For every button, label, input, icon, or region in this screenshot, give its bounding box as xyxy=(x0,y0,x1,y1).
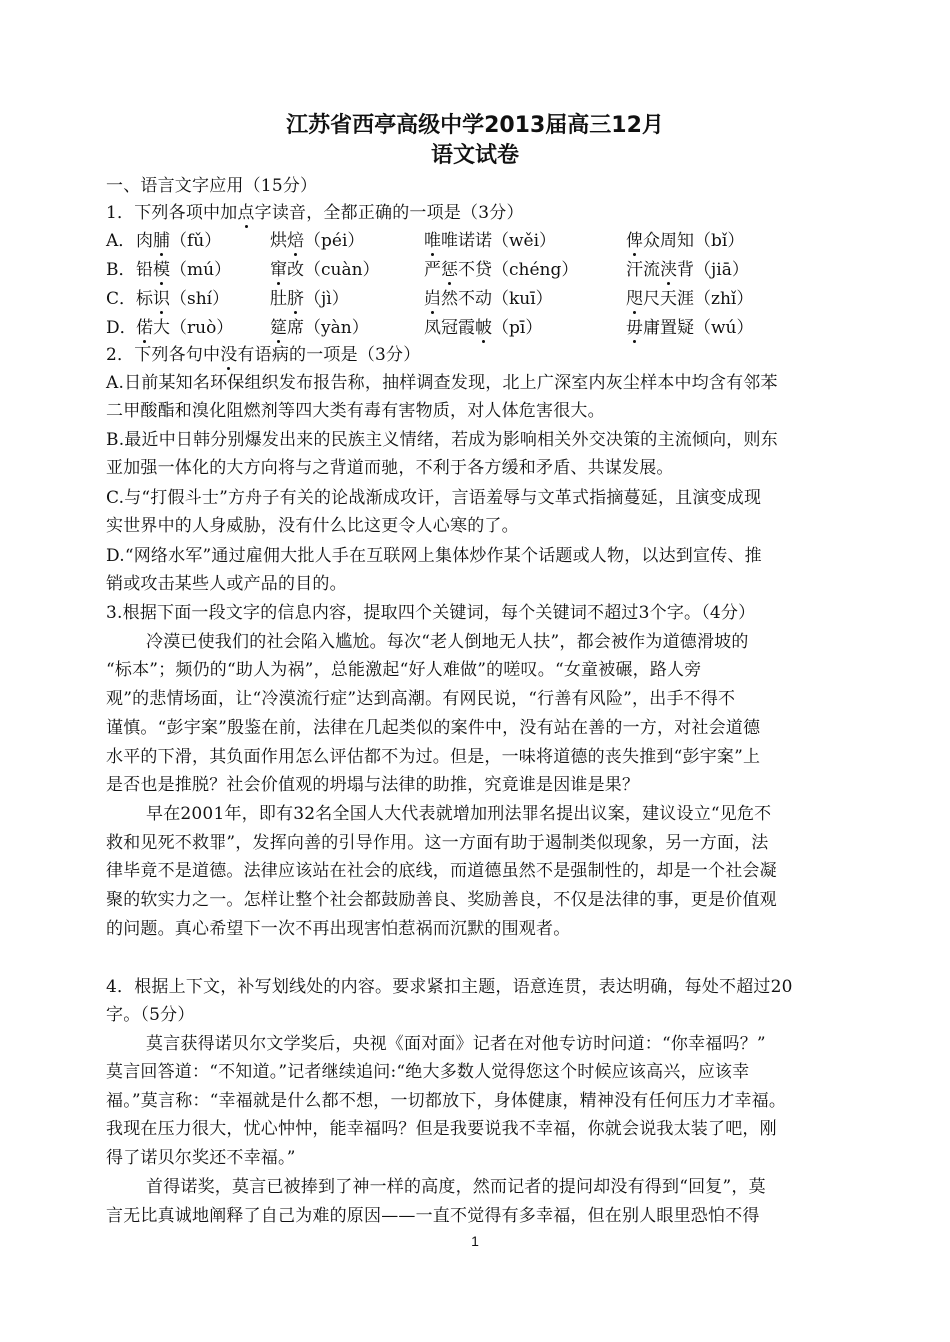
option-letter: B． xyxy=(106,260,136,280)
q3-passage-line: 聚的软实力之一。怎样让整个社会都鼓励善良、奖励善良，不仅是法律的事，更是价值观 xyxy=(106,890,777,910)
option-item: 凤冠霞帔（pī） xyxy=(424,318,543,338)
section-heading: 一、语言文字应用（15分） xyxy=(106,176,318,196)
q2-text-line: 销或攻击某些人或产品的目的。 xyxy=(106,574,347,594)
option-item: 汗流浃背（jiā） xyxy=(626,260,749,280)
option-item: 偌大（ruò） xyxy=(136,318,234,338)
q1-stem: 1．下列各项中加点字读音，全都正确的一项是（3分） xyxy=(106,203,524,223)
option-letter: A． xyxy=(106,231,136,251)
q2-text-line: D.“网络水军”通过雇佣大批人手在互联网上集体炒作某个话题或人物，以达到宣传、推 xyxy=(106,546,762,566)
q4-stem: 4．根据上下文，补写划线处的内容。要求紧扣主题，语意连贯，表达明确，每处不超过20 xyxy=(106,977,793,997)
option-item: 肉脯（fǔ） xyxy=(136,231,222,251)
q3-passage-line: 早在2001年，即有32名全国人大代表就增加刑法罪名提出议案，建议设立“见危不 xyxy=(146,804,772,824)
option-item: 窜改（cuàn） xyxy=(270,260,380,280)
q4-passage-line: 福。”莫言称：“幸福就是什么都不想，一切都放下，身体健康，精神没有任何压力才幸福。 xyxy=(106,1091,787,1111)
option-item: 毋庸置疑（wú） xyxy=(626,318,754,338)
q4-passage-line: 莫言回答道：“不知道。”记者继续追问:“绝大多数人觉得您这个时候应该高兴，应该幸 xyxy=(106,1062,750,1082)
exam-title: 江苏省西亭高级中学2013届高三12月 xyxy=(286,113,664,138)
q2-text-line: A.日前某知名环保组织发布报告称，抽样调查发现，北上广深室内灰尘样本中均含有邻苯 xyxy=(106,373,778,393)
option-item: 肚脐（jì） xyxy=(270,289,349,309)
q3-stem: 3.根据下面一段文字的信息内容，提取四个关键词，每个关键词不超过3个字。（4分） xyxy=(106,603,756,623)
q3-passage-line: 观”的悲情场面，让“冷漠流行症”达到高潮。有网民说，“行善有风险”，出手不得不 xyxy=(106,689,736,709)
q2-text-line: 亚加强一体化的大方向将与之背道而驰，不利于各方缓和矛盾、共谋发展。 xyxy=(106,458,674,478)
option-item: 唯唯诺诺（wěi） xyxy=(424,231,557,251)
q4-passage-line: 莫言获得诺贝尔文学奖后，央视《面对面》记者在对他专访时问道：“你幸福吗？” xyxy=(146,1034,766,1054)
option-item: 岿然不动（kuī） xyxy=(424,289,553,309)
q4-passage-line: 我现在压力很大，忧心忡忡，能幸福吗？但是我要说我不幸福，你就会说我太装了吧，刚 xyxy=(106,1119,777,1139)
option-item: 俾众周知（bǐ） xyxy=(626,231,745,251)
exam-subtitle: 语文试卷 xyxy=(430,143,519,168)
q4-passage-line: 得了诺贝尔奖还不幸福。” xyxy=(106,1148,296,1168)
option-item: 筵席（yàn） xyxy=(270,318,369,338)
q2-text-line: 二甲酸酯和溴化阻燃剂等四大类有毒有害物质，对人体危害很大。 xyxy=(106,401,605,421)
q2-text-line: C.与“打假斗士”方舟子有关的论战渐成攻讦，言语羞辱与文革式指摘蔓延，且演变成现 xyxy=(106,488,762,508)
q3-passage-line: 律毕竟不是道德。法律应该站在社会的底线，而道德虽然不是强制性的，却是一个社会凝 xyxy=(106,861,777,881)
q3-passage-line: 谨慎。“彭宇案”殷鉴在前，法律在几起类似的案件中，没有站在善的一方，对社会道德 xyxy=(106,718,761,738)
option-item: 烘焙（péi） xyxy=(270,231,365,251)
page-number: 1 xyxy=(471,1233,479,1249)
emphasis-dot-char: 没 xyxy=(220,345,238,365)
q2-text-line: B.最近中日韩分别爆发出来的民族主义情绪，若成为影响相关外交决策的主流倾向，则东 xyxy=(106,430,778,450)
q3-passage-line: 水平的下滑，其负面作用怎么评估都不为过。但是，一味将道德的丧失推到“彭宇案”上 xyxy=(106,747,761,767)
option-item: 严惩不贷（chéng） xyxy=(424,260,579,280)
option-letter: C． xyxy=(106,289,137,309)
option-letter: D． xyxy=(106,318,137,338)
q2-stem: 2．下列各句中没有语病的一项是（3分） xyxy=(106,345,421,365)
option-item: 咫尺天涯（zhǐ） xyxy=(626,289,754,309)
option-item: 标识（shí） xyxy=(136,289,230,309)
q3-passage-line: 救和见死不救罪”，发挥向善的引导作用。这一方面有助于遏制类似现象，另一方面，法 xyxy=(106,833,769,853)
q4-stem: 字。（5分） xyxy=(106,1005,195,1025)
emphasis-dot-char: 点 xyxy=(237,203,255,223)
q3-passage-line: 的问题。真心希望下一次不再出现害怕惹祸而沉默的围观者。 xyxy=(106,919,571,939)
q2-text-line: 实世界中的人身威胁，没有什么比这更令人心寒的了。 xyxy=(106,516,519,536)
q3-passage-line: 冷漠已使我们的社会陷入尴尬。每次“老人倒地无人扶”，都会被作为道德滑坡的 xyxy=(146,632,749,652)
q4-passage-line: 首得诺奖，莫言已被捧到了神一样的高度，然而记者的提问却没有得到“回复”，莫 xyxy=(146,1177,766,1197)
q3-passage-line: “标本”；频仍的“助人为祸”，总能激起“好人难做”的嗟叹。“女童被碾，路人旁 xyxy=(106,660,702,680)
q4-passage-line: 言无比真诚地阐释了自己为难的原因——一直不觉得有多幸福，但在别人眼里恐怕不得 xyxy=(106,1206,760,1226)
q3-passage-line: 是否也是推脱？社会价值观的坍塌与法律的助推，究竟谁是因谁是果？ xyxy=(106,775,640,795)
option-item: 铅模（mú） xyxy=(136,260,232,280)
